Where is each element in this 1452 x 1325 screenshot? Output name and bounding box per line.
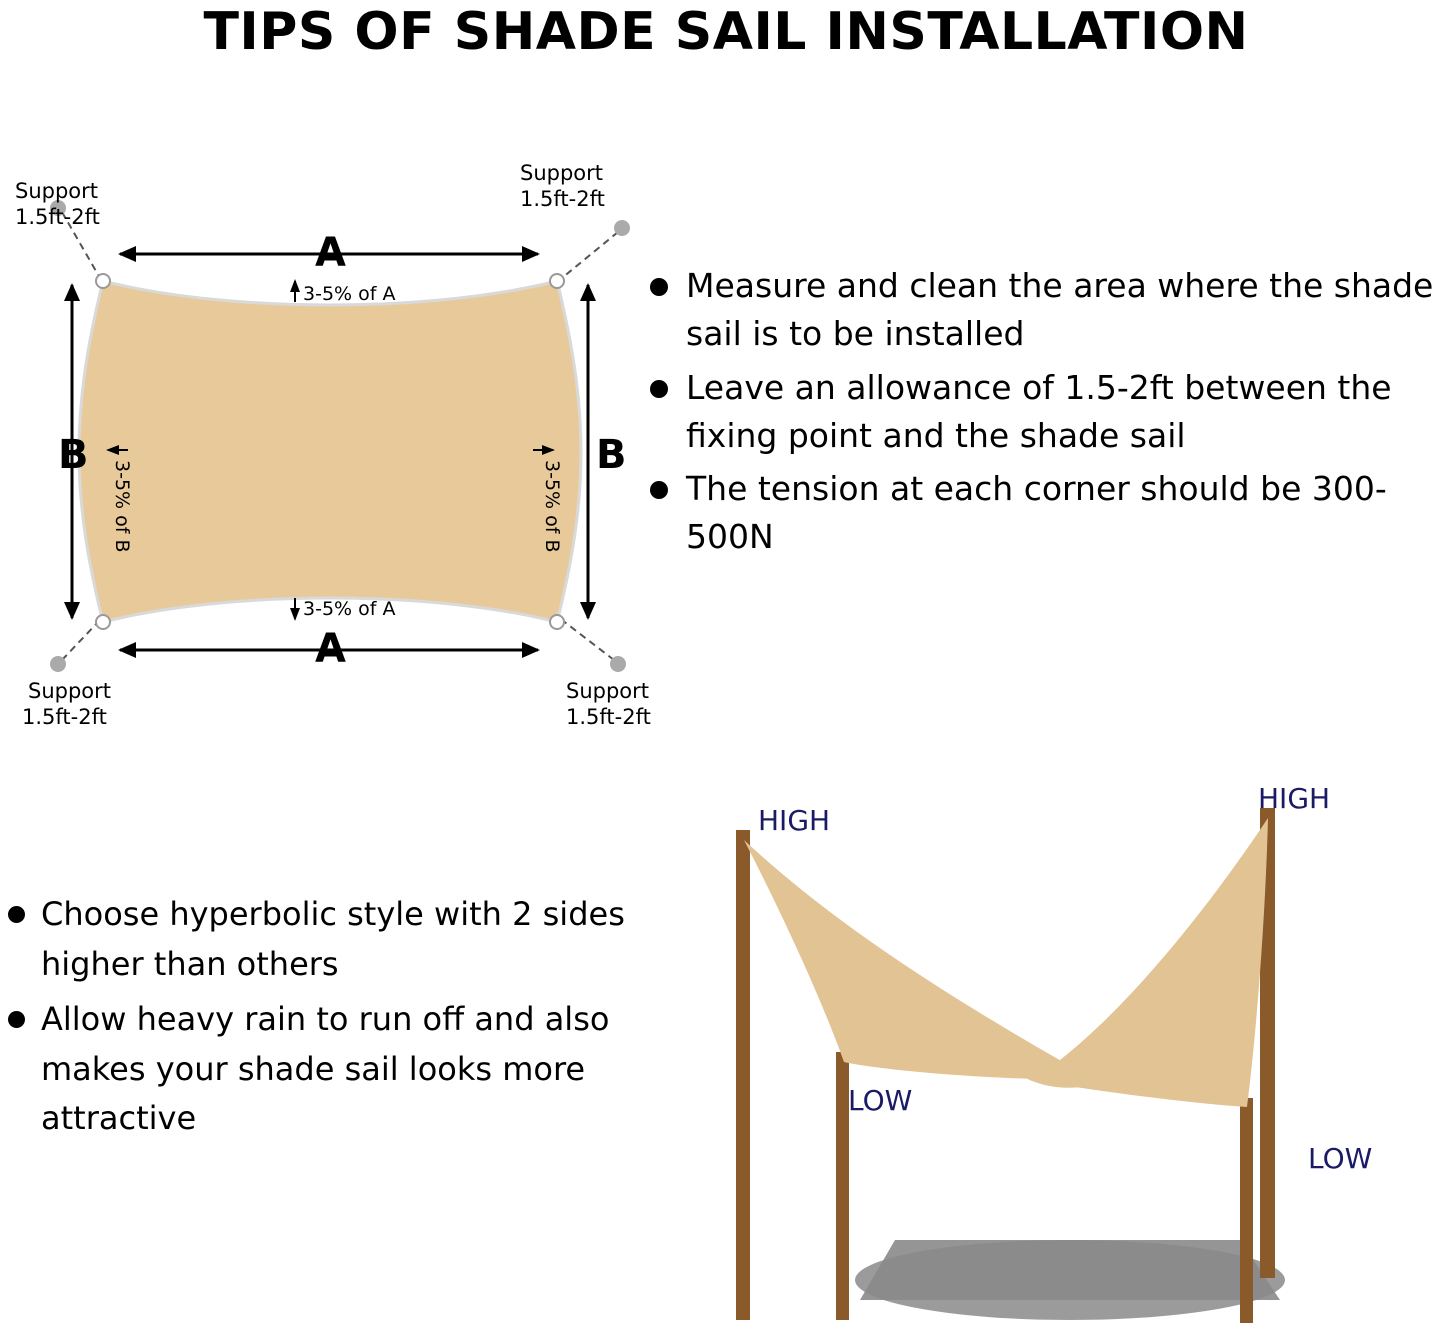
label-low-left: LOW — [848, 1084, 913, 1117]
dim-label-right-b: B — [596, 432, 627, 478]
support-label-bottom-right-line1: Support — [566, 679, 650, 703]
bullet-text: Measure and clean the area where the shade sail is to be installed — [686, 266, 1434, 353]
list-item — [650, 465, 1450, 561]
bullet-dot-icon — [650, 481, 668, 499]
support-label-top-left-line1: Support — [15, 179, 99, 203]
list-item — [650, 364, 1450, 460]
bullet-dot-icon — [8, 1011, 25, 1028]
hyperbolic-sail-svg — [640, 780, 1452, 1325]
dim-label-top-a: A — [315, 230, 346, 276]
bullet-dot-icon — [650, 380, 668, 398]
rectangular-sail-diagram — [0, 150, 660, 750]
bullet-dot-icon — [8, 906, 25, 923]
bullet-dot-icon — [650, 278, 668, 296]
sail-right-wing — [1032, 818, 1268, 1107]
support-label-top-right-line2: 1.5ft-2ft — [520, 187, 605, 211]
support-label-top-left-line2: 1.5ft-2ft — [15, 205, 100, 229]
hyperbolic-sail-diagram — [640, 780, 1452, 1325]
bullet-text: Choose hyperbolic style with 2 sides higher than others — [41, 895, 625, 983]
curve-label-top: 3-5% of A — [303, 283, 396, 305]
support-label-bottom-right-line2: 1.5ft-2ft — [566, 705, 651, 729]
page-title: TIPS OF SHADE SAIL INSTALLATION — [203, 2, 1249, 62]
list-item — [0, 995, 640, 1144]
sail-left-wing — [744, 840, 1095, 1080]
list-item — [0, 890, 640, 989]
top-bullet-list — [650, 262, 1450, 567]
label-high-right: HIGH — [1258, 782, 1331, 815]
dim-label-bottom-a: A — [315, 626, 346, 672]
support-label-bottom-left-line1: Support — [28, 679, 112, 703]
list-item — [650, 262, 1450, 358]
support-dot — [50, 656, 66, 672]
dim-label-left-b: B — [58, 432, 89, 478]
ground-shadow-2 — [860, 1240, 1280, 1300]
support-dot — [610, 656, 626, 672]
support-label-top-right-line1: Support — [520, 161, 604, 185]
support-dot — [614, 220, 630, 236]
pole-high-left — [736, 830, 750, 1320]
bullet-text: Leave an allowance of 1.5-2ft between the fixing point and the shade sail — [686, 367, 1392, 455]
support-label-bottom-left-line2: 1.5ft-2ft — [22, 705, 107, 729]
curve-label-left: 3-5% of B — [111, 460, 133, 553]
pole-low-right — [1240, 1098, 1253, 1323]
curve-label-right: 3-5% of B — [541, 460, 563, 553]
curve-label-bottom: 3-5% of A — [303, 598, 396, 620]
bottom-bullet-list — [0, 890, 640, 1150]
bullet-text: The tension at each corner should be 300-500N — [686, 469, 1387, 557]
sail-shape — [79, 281, 581, 622]
bullet-text: Allow heavy rain to run off and also makes your shade sail looks more attractive — [41, 1000, 610, 1138]
label-high-left: HIGH — [758, 804, 831, 837]
rectangular-sail-svg — [0, 150, 660, 750]
label-low-right: LOW — [1308, 1142, 1373, 1175]
